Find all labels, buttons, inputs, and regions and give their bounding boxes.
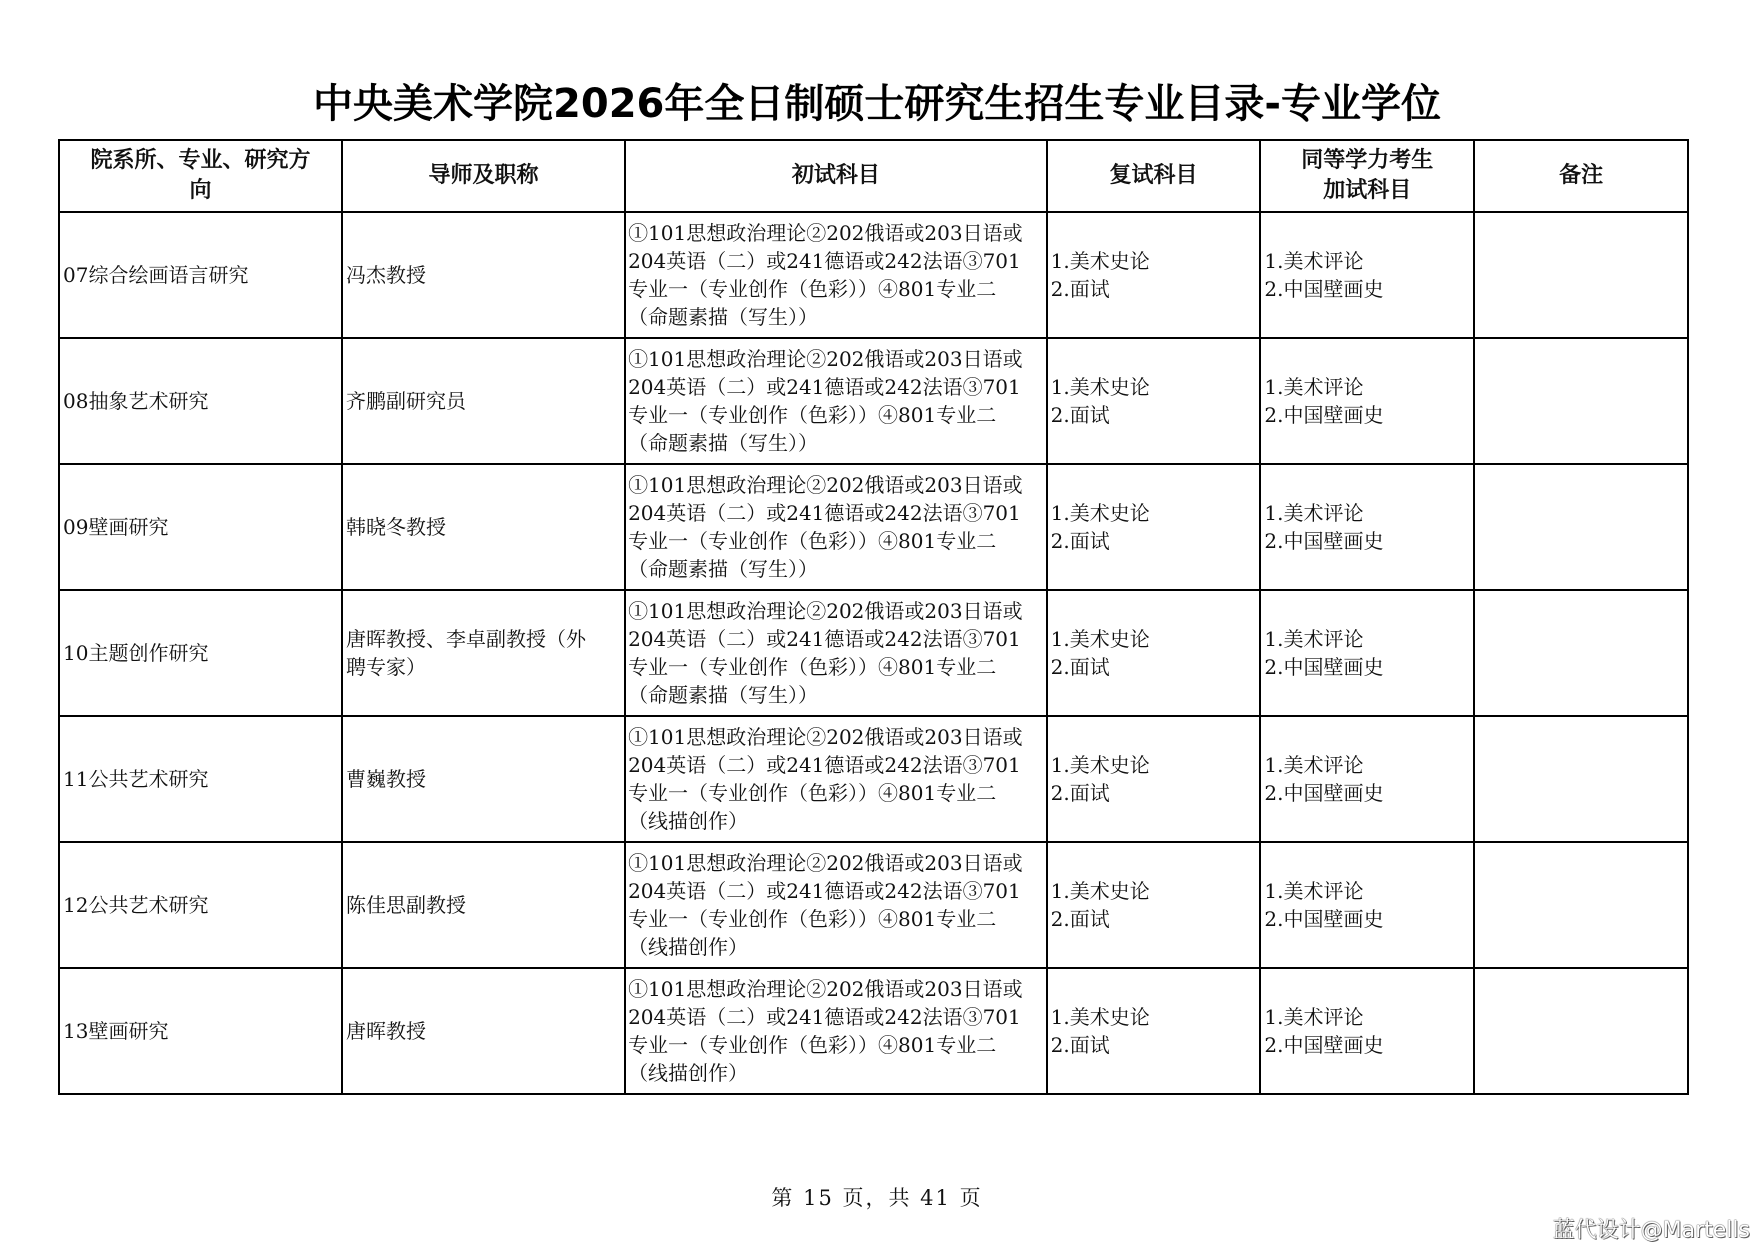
header-advisor: 导师及职称 bbox=[342, 140, 625, 212]
cell-retest: 1.美术史论 2.面试 bbox=[1047, 212, 1261, 338]
header-initial-exam: 初试科目 bbox=[625, 140, 1047, 212]
header-direction: 院系所、专业、研究方 向 bbox=[59, 140, 342, 212]
cell-advisor: 齐鹏副研究员 bbox=[342, 338, 625, 464]
header-extra-exam: 同等学力考生 加试科目 bbox=[1260, 140, 1474, 212]
cell-advisor: 陈佳思副教授 bbox=[342, 842, 625, 968]
table-row bbox=[59, 968, 1688, 1094]
cell-direction: 07综合绘画语言研究 bbox=[59, 212, 342, 338]
table-row bbox=[59, 716, 1688, 842]
cell-retest: 1.美术史论 2.面试 bbox=[1047, 464, 1261, 590]
table-row bbox=[59, 464, 1688, 590]
cell-initial-exam: ①101思想政治理论②202俄语或203日语或 204英语（二）或241德语或242法语③701 专业一（专业创作（色彩））④801专业二 （命题素描（写生）） bbox=[625, 338, 1047, 464]
page-number: 第 15 页，共 41 页 bbox=[771, 1186, 983, 1210]
cell-direction: 11公共艺术研究 bbox=[59, 716, 342, 842]
cell-notes bbox=[1474, 338, 1688, 464]
cell-initial-exam: ①101思想政治理论②202俄语或203日语或 204英语（二）或241德语或242法语③701 专业一（专业创作（色彩））④801专业二 （命题素描（写生）） bbox=[625, 590, 1047, 716]
cell-extra-exam: 1.美术评论 2.中国壁画史 bbox=[1260, 968, 1474, 1094]
cell-notes bbox=[1474, 590, 1688, 716]
cell-extra-exam: 1.美术评论 2.中国壁画史 bbox=[1260, 842, 1474, 968]
header-retest: 复试科目 bbox=[1047, 140, 1261, 212]
cell-retest: 1.美术史论 2.面试 bbox=[1047, 590, 1261, 716]
cell-advisor: 曹巍教授 bbox=[342, 716, 625, 842]
cell-notes bbox=[1474, 464, 1688, 590]
cell-initial-exam: ①101思想政治理论②202俄语或203日语或 204英语（二）或241德语或242法语③701 专业一（专业创作（色彩））④801专业二 （线描创作） bbox=[625, 716, 1047, 842]
cell-extra-exam: 1.美术评论 2.中国壁画史 bbox=[1260, 590, 1474, 716]
cell-notes bbox=[1474, 716, 1688, 842]
cell-direction: 08抽象艺术研究 bbox=[59, 338, 342, 464]
cell-extra-exam: 1.美术评论 2.中国壁画史 bbox=[1260, 212, 1474, 338]
program-catalog-table bbox=[58, 139, 1689, 1095]
header-notes: 备注 bbox=[1474, 140, 1688, 212]
cell-advisor: 唐晖教授 bbox=[342, 968, 625, 1094]
cell-initial-exam: ①101思想政治理论②202俄语或203日语或 204英语（二）或241德语或242法语③701 专业一（专业创作（色彩））④801专业二 （命题素描（写生）） bbox=[625, 464, 1047, 590]
cell-retest: 1.美术史论 2.面试 bbox=[1047, 842, 1261, 968]
table-row bbox=[59, 212, 1688, 338]
cell-advisor: 唐晖教授、李卓副教授（外 聘专家） bbox=[342, 590, 625, 716]
cell-retest: 1.美术史论 2.面试 bbox=[1047, 338, 1261, 464]
table-header-row bbox=[59, 140, 1688, 212]
watermark: 蓝代设计@Martells bbox=[1552, 1218, 1750, 1243]
cell-notes bbox=[1474, 842, 1688, 968]
cell-extra-exam: 1.美术评论 2.中国壁画史 bbox=[1260, 464, 1474, 590]
cell-initial-exam: ①101思想政治理论②202俄语或203日语或 204英语（二）或241德语或242法语③701 专业一（专业创作（色彩））④801专业二 （线描创作） bbox=[625, 842, 1047, 968]
cell-initial-exam: ①101思想政治理论②202俄语或203日语或 204英语（二）或241德语或242法语③701 专业一（专业创作（色彩））④801专业二 （线描创作） bbox=[625, 968, 1047, 1094]
table-row bbox=[59, 338, 1688, 464]
cell-direction: 10主题创作研究 bbox=[59, 590, 342, 716]
cell-advisor: 冯杰教授 bbox=[342, 212, 625, 338]
cell-notes bbox=[1474, 968, 1688, 1094]
cell-retest: 1.美术史论 2.面试 bbox=[1047, 968, 1261, 1094]
cell-extra-exam: 1.美术评论 2.中国壁画史 bbox=[1260, 338, 1474, 464]
cell-direction: 13壁画研究 bbox=[59, 968, 342, 1094]
table-row bbox=[59, 590, 1688, 716]
cell-notes bbox=[1474, 212, 1688, 338]
document-title: 中央美术学院2026年全日制硕士研究生招生专业目录-专业学位 bbox=[313, 81, 1441, 127]
cell-extra-exam: 1.美术评论 2.中国壁画史 bbox=[1260, 716, 1474, 842]
cell-retest: 1.美术史论 2.面试 bbox=[1047, 716, 1261, 842]
table-row bbox=[59, 842, 1688, 968]
cell-initial-exam: ①101思想政治理论②202俄语或203日语或 204英语（二）或241德语或242法语③701 专业一（专业创作（色彩））④801专业二 （命题素描（写生）） bbox=[625, 212, 1047, 338]
cell-direction: 09壁画研究 bbox=[59, 464, 342, 590]
cell-direction: 12公共艺术研究 bbox=[59, 842, 342, 968]
cell-advisor: 韩晓冬教授 bbox=[342, 464, 625, 590]
